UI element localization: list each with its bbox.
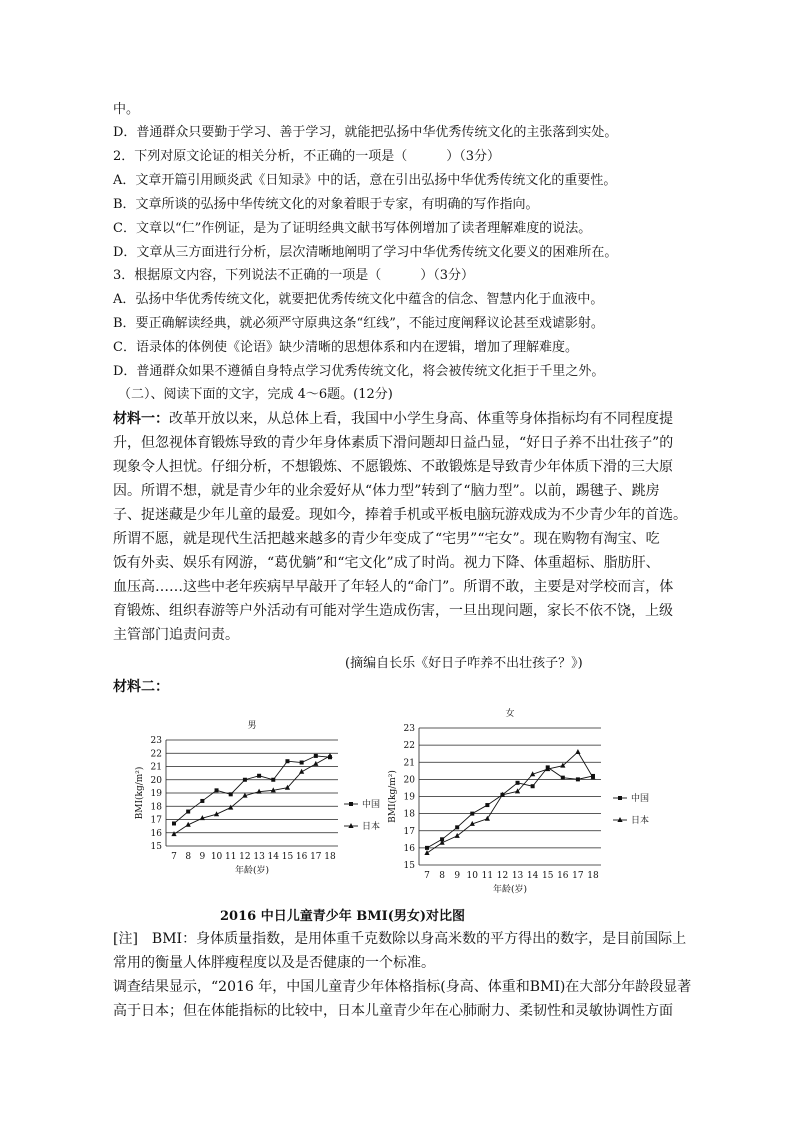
data-point	[485, 803, 489, 807]
x-tick-label: 8	[185, 852, 192, 862]
legend-label: 日本	[631, 816, 650, 826]
x-tick-label: 7	[424, 871, 430, 881]
data-point	[299, 769, 304, 774]
data-point	[215, 788, 219, 792]
x-tick-label: 16	[557, 871, 569, 881]
option-a-line: A．文章开篇引用顾炎武《日知录》中的话，意在引出弘扬中华优秀传统文化的重要性。	[113, 173, 617, 188]
chart-title: 男	[247, 721, 257, 731]
y-tick-label: 20	[403, 775, 415, 786]
data-point	[531, 784, 535, 788]
y-tick-label: 21	[403, 758, 415, 769]
legend-label: 中国	[631, 794, 650, 804]
data-point	[575, 749, 580, 754]
data-point	[186, 810, 190, 814]
legend-marker	[349, 802, 353, 806]
legend-marker	[617, 817, 622, 822]
x-tick-label: 9	[454, 871, 461, 881]
legend-label: 中国	[362, 800, 381, 810]
y-tick-label: 17	[150, 815, 162, 826]
y-tick-label: 20	[150, 775, 162, 786]
y-tick-label: 22	[403, 741, 415, 752]
option-d-line: D．文章从三方面进行分析，层次清晰地阐明了学习中华优秀传统文化要义的困难所在。	[113, 245, 618, 260]
data-point	[425, 846, 429, 850]
text-line: 中。	[113, 102, 140, 117]
series-line-japan	[174, 756, 330, 834]
data-point	[455, 833, 460, 838]
data-point	[271, 778, 275, 782]
data-point	[257, 774, 261, 778]
data-point	[285, 759, 289, 763]
x-tick-label: 10	[466, 871, 478, 881]
data-point	[576, 777, 580, 781]
x-tick-label: 13	[511, 871, 524, 881]
data-point	[470, 812, 474, 816]
material1-line: 主管部门追责问责。	[113, 627, 239, 643]
y-tick-label: 21	[150, 762, 162, 773]
x-tick-label: 17	[310, 852, 322, 862]
x-tick-label: 11	[225, 852, 237, 862]
x-tick-label: 18	[587, 871, 599, 881]
note-line: [注] BMI：身体质量指数，是用体重千克数除以身高米数的平方得出的数字，是目前国际上	[113, 931, 687, 947]
material1-line: 所谓不愿，就是现代生活把越来越多的青少年变成了“宅男”“宅女”。现在购物有淘宝、吃	[113, 531, 660, 547]
material1-line: 子、捉迷藏是少年儿童的最爱。现如今，捧着手机或平板电脑玩游戏成为不少青少年的首选。	[113, 507, 687, 523]
legend-marker	[348, 823, 353, 828]
y-tick-label: 16	[150, 828, 162, 839]
survey-line: 高于日本；但在体能指标的比较中，日本儿童青少年在心肺耐力、柔韧性和灵敏协调性方面	[113, 1003, 673, 1019]
x-tick-label: 17	[572, 871, 584, 881]
x-tick-label: 7	[171, 852, 177, 862]
data-point	[229, 792, 233, 796]
data-point	[200, 799, 204, 803]
x-tick-label: 10	[210, 852, 223, 862]
data-point	[561, 776, 565, 780]
material2-label-text: 材料二：	[113, 679, 169, 695]
chart-male	[135, 712, 388, 901]
data-point	[424, 850, 429, 855]
x-tick-label: 12	[239, 852, 251, 862]
material1-text: 改革开放以来，从总体上看，我国中小学生身高、体重等身体指标均有不同程度提	[169, 411, 673, 427]
x-axis-label: 年龄(岁)	[492, 885, 528, 895]
data-point	[243, 778, 247, 782]
x-tick-label: 8	[439, 871, 445, 881]
x-tick-label: 15	[281, 852, 294, 862]
data-point	[516, 781, 520, 785]
chart-male-svg	[135, 712, 388, 897]
material1-line: 因。所谓不想，就是青少年的业余爱好从“体力型”转到了“脑力型”。以前，踢毽子、跳房	[113, 483, 660, 499]
y-tick-label: 15	[150, 842, 162, 852]
question-3: 3．根据原文内容，下列说法不正确的一项是（ ）（3分）	[113, 268, 475, 283]
y-tick-label: 19	[150, 789, 162, 799]
option-c-line: C．文章以“仁”作例证，是为了证明经典文献书写体例增加了读者理解难度的说法。	[113, 221, 592, 236]
data-point	[228, 805, 233, 810]
data-point	[171, 831, 176, 836]
x-tick-label: 12	[496, 871, 509, 881]
y-tick-label: 23	[150, 736, 162, 746]
material2-label	[113, 678, 169, 696]
option-a-line: A．弘扬中华优秀传统文化，就要把优秀传统文化中蕴含的信念、智慧内化于血液中。	[113, 292, 604, 307]
question-2: 2．下列对原文论证的相关分析，不正确的一项是（ ）（3分）	[113, 149, 501, 164]
x-tick-label: 14	[267, 852, 279, 862]
x-tick-label: 9	[199, 852, 206, 862]
chart-female	[385, 702, 665, 901]
y-tick-label: 16	[403, 843, 415, 854]
y-tick-label: 18	[150, 802, 162, 813]
option-c-line: C．语录体的体例使《论语》缺少清晰的思想体系和内在逻辑，增加了理解难度。	[113, 340, 578, 355]
y-tick-label: 19	[403, 792, 415, 803]
material1-paragraph-line-1	[113, 410, 673, 428]
x-axis-label: 年龄(岁)	[234, 866, 270, 876]
section-heading: （二）、阅读下面的文字，完成 4～6题。(12分)	[118, 387, 393, 402]
x-tick-label: 13	[253, 852, 265, 862]
material1-line: 血压高……这些中老年疾病早早敲开了年轻人的“命门”。所谓不敢，主要是对学校而言，体	[113, 579, 674, 595]
x-tick-label: 16	[295, 852, 308, 862]
survey-line: 调查结果显示，“2016 年，中国儿童青少年体格指标(身高、体重和BMI)在大部分年龄段显著	[113, 979, 692, 995]
note-line: 常用的衡量人体胖瘦程度以及是否健康的一个标准。	[113, 955, 435, 971]
material1-line: 现象令人担忧。仔细分析，不想锻炼、不愿锻炼、不敢锻炼是导致青少年体质下滑的三大原	[113, 459, 673, 475]
legend-label: 日本	[362, 822, 381, 832]
option-b-line: B．要正确解读经典，就必须严守原典这条“红线”，不能过度阐释议论甚至戏谑影射。	[113, 316, 604, 331]
y-tick-label: 23	[403, 724, 415, 734]
chart-female-svg	[385, 702, 665, 897]
material1-line: 育锻炼、组织春游等户外活动有可能对学生造成伤害，一旦出现问题，家长不依不饶，上级	[113, 603, 673, 619]
y-axis-label: BMI(kg/m²)	[135, 766, 145, 820]
legend-marker	[618, 796, 622, 800]
y-tick-label: 18	[403, 809, 415, 820]
material1-label: 材料一：	[113, 411, 169, 427]
series-line-japan	[427, 752, 593, 853]
material1-line: 升，但忽视体育锻炼导致的青少年身体素质下滑问题却日益凸显，“好日子养不出壮孩子”的	[113, 435, 674, 451]
data-point	[300, 761, 304, 765]
y-tick-label: 17	[403, 826, 415, 837]
x-tick-label: 11	[481, 871, 494, 881]
option-d-line: D．普通群众只要勤于学习、善于学习，就能把弘扬中华优秀传统文化的主张落到实处。	[113, 125, 618, 140]
x-tick-label: 14	[526, 871, 539, 881]
chart-title: 女	[505, 709, 515, 719]
material1-source: (摘编自长乐《好日子咋养不出壮孩子？》)	[345, 656, 583, 671]
data-point	[313, 761, 318, 766]
y-tick-label: 22	[150, 749, 162, 760]
material1-line: 饭有外卖、娱乐有网游，“葛优躺”和“宅文化”成了时尚。视力下降、体重超标、脂肪肝、	[113, 555, 660, 571]
x-tick-label: 15	[542, 871, 554, 881]
data-point	[455, 825, 459, 829]
data-point	[172, 821, 176, 825]
series-line-china	[174, 756, 330, 824]
option-d-line: D．普通群众如果不遵循自身特点学习优秀传统文化，将会被传统文化拒于千里之外。	[113, 364, 605, 379]
data-point	[314, 754, 318, 758]
option-b-line: B．文章所谈的弘扬中华传统文化的对象着眼于专家，有明确的写作指向。	[113, 197, 539, 212]
y-axis-label: BMI(kg/m²)	[388, 770, 398, 823]
x-tick-label: 18	[324, 852, 336, 862]
chart-caption: 2016 中日儿童青少年 BMI(男女)对比图	[220, 909, 465, 924]
y-tick-label: 15	[403, 861, 415, 871]
